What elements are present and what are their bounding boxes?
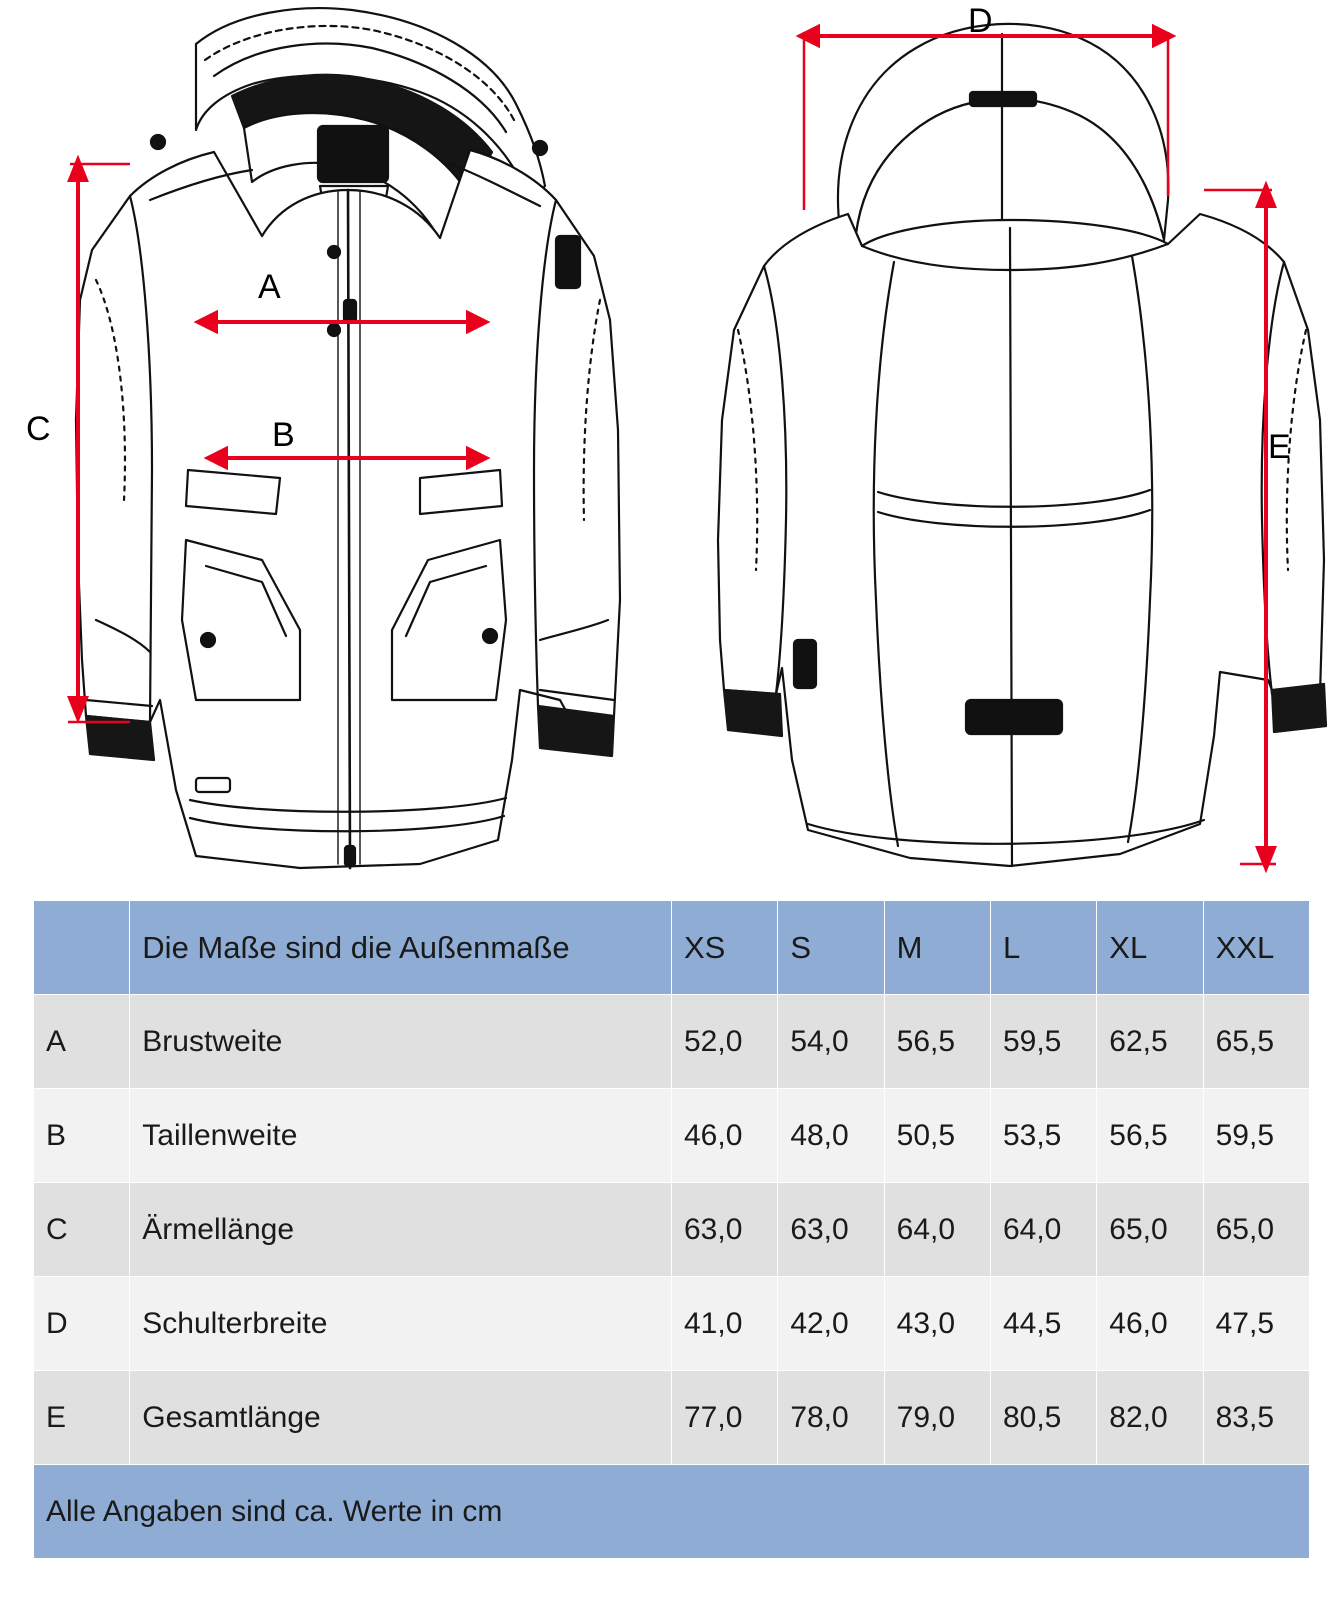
header-size-m: M: [884, 901, 990, 995]
table-row: [34, 995, 1310, 1089]
row-letter: D: [34, 1277, 130, 1371]
row-name: Schulterbreite: [130, 1277, 672, 1371]
row-name: Taillenweite: [130, 1089, 672, 1183]
row-value: 64,0: [884, 1183, 990, 1277]
dimension-label-B: B: [272, 416, 295, 454]
row-value: 52,0: [671, 995, 777, 1089]
row-value: 63,0: [778, 1183, 884, 1277]
dimension-label-A: A: [258, 268, 281, 306]
back-view-drawing: [680, 0, 1343, 890]
row-value: 56,5: [1097, 1089, 1203, 1183]
row-name: Ärmellänge: [130, 1183, 672, 1277]
row-letter: A: [34, 995, 130, 1089]
row-value: 65,0: [1203, 1183, 1309, 1277]
row-value: 48,0: [778, 1089, 884, 1183]
row-value: 46,0: [671, 1089, 777, 1183]
row-value: 53,5: [990, 1089, 1096, 1183]
row-value: 65,5: [1203, 995, 1309, 1089]
row-letter: C: [34, 1183, 130, 1277]
row-value: 78,0: [778, 1371, 884, 1465]
table-row: [34, 1183, 1310, 1277]
row-value: 62,5: [1097, 995, 1203, 1089]
front-view-drawing: [0, 0, 680, 890]
svg-text:NAVAHOO: NAVAHOO: [326, 153, 380, 165]
row-value: 42,0: [778, 1277, 884, 1371]
table-row: [34, 1371, 1310, 1465]
header-size-s: S: [778, 901, 884, 995]
row-value: 65,0: [1097, 1183, 1203, 1277]
header-size-xl: XL: [1097, 901, 1203, 995]
dimension-label-D: D: [968, 2, 993, 40]
table-footer-row: [34, 1465, 1310, 1559]
size-chart-table: [33, 900, 1310, 1559]
row-value: 80,5: [990, 1371, 1096, 1465]
row-name: Gesamtlänge: [130, 1371, 672, 1465]
dimension-label-C: C: [26, 410, 51, 448]
row-value: 47,5: [1203, 1277, 1309, 1371]
row-value: 64,0: [990, 1183, 1096, 1277]
footer-note: Alle Angaben sind ca. Werte in cm: [34, 1465, 1310, 1559]
row-value: 82,0: [1097, 1371, 1203, 1465]
row-value: 59,5: [1203, 1089, 1309, 1183]
header-size-l: L: [990, 901, 1096, 995]
table-row: [34, 1089, 1310, 1183]
header-letter-col: [34, 901, 130, 995]
row-value: 77,0: [671, 1371, 777, 1465]
row-value: 79,0: [884, 1371, 990, 1465]
header-size-xxl: XXL: [1203, 901, 1309, 995]
row-value: 59,5: [990, 995, 1096, 1089]
header-size-xs: XS: [671, 901, 777, 995]
header-description: Die Maße sind die Außenmaße: [130, 901, 672, 995]
row-value: 63,0: [671, 1183, 777, 1277]
row-value: 56,5: [884, 995, 990, 1089]
row-letter: E: [34, 1371, 130, 1465]
dimension-label-E: E: [1268, 428, 1291, 466]
row-value: 50,5: [884, 1089, 990, 1183]
table-header-row: [34, 901, 1310, 995]
row-value: 54,0: [778, 995, 884, 1089]
row-value: 41,0: [671, 1277, 777, 1371]
row-name: Brustweite: [130, 995, 672, 1089]
row-value: 44,5: [990, 1277, 1096, 1371]
row-value: 46,0: [1097, 1277, 1203, 1371]
row-value: 83,5: [1203, 1371, 1309, 1465]
svg-text:NAVAHOO: NAVAHOO: [987, 713, 1041, 725]
row-letter: B: [34, 1089, 130, 1183]
row-value: 43,0: [884, 1277, 990, 1371]
table-row: [34, 1277, 1310, 1371]
